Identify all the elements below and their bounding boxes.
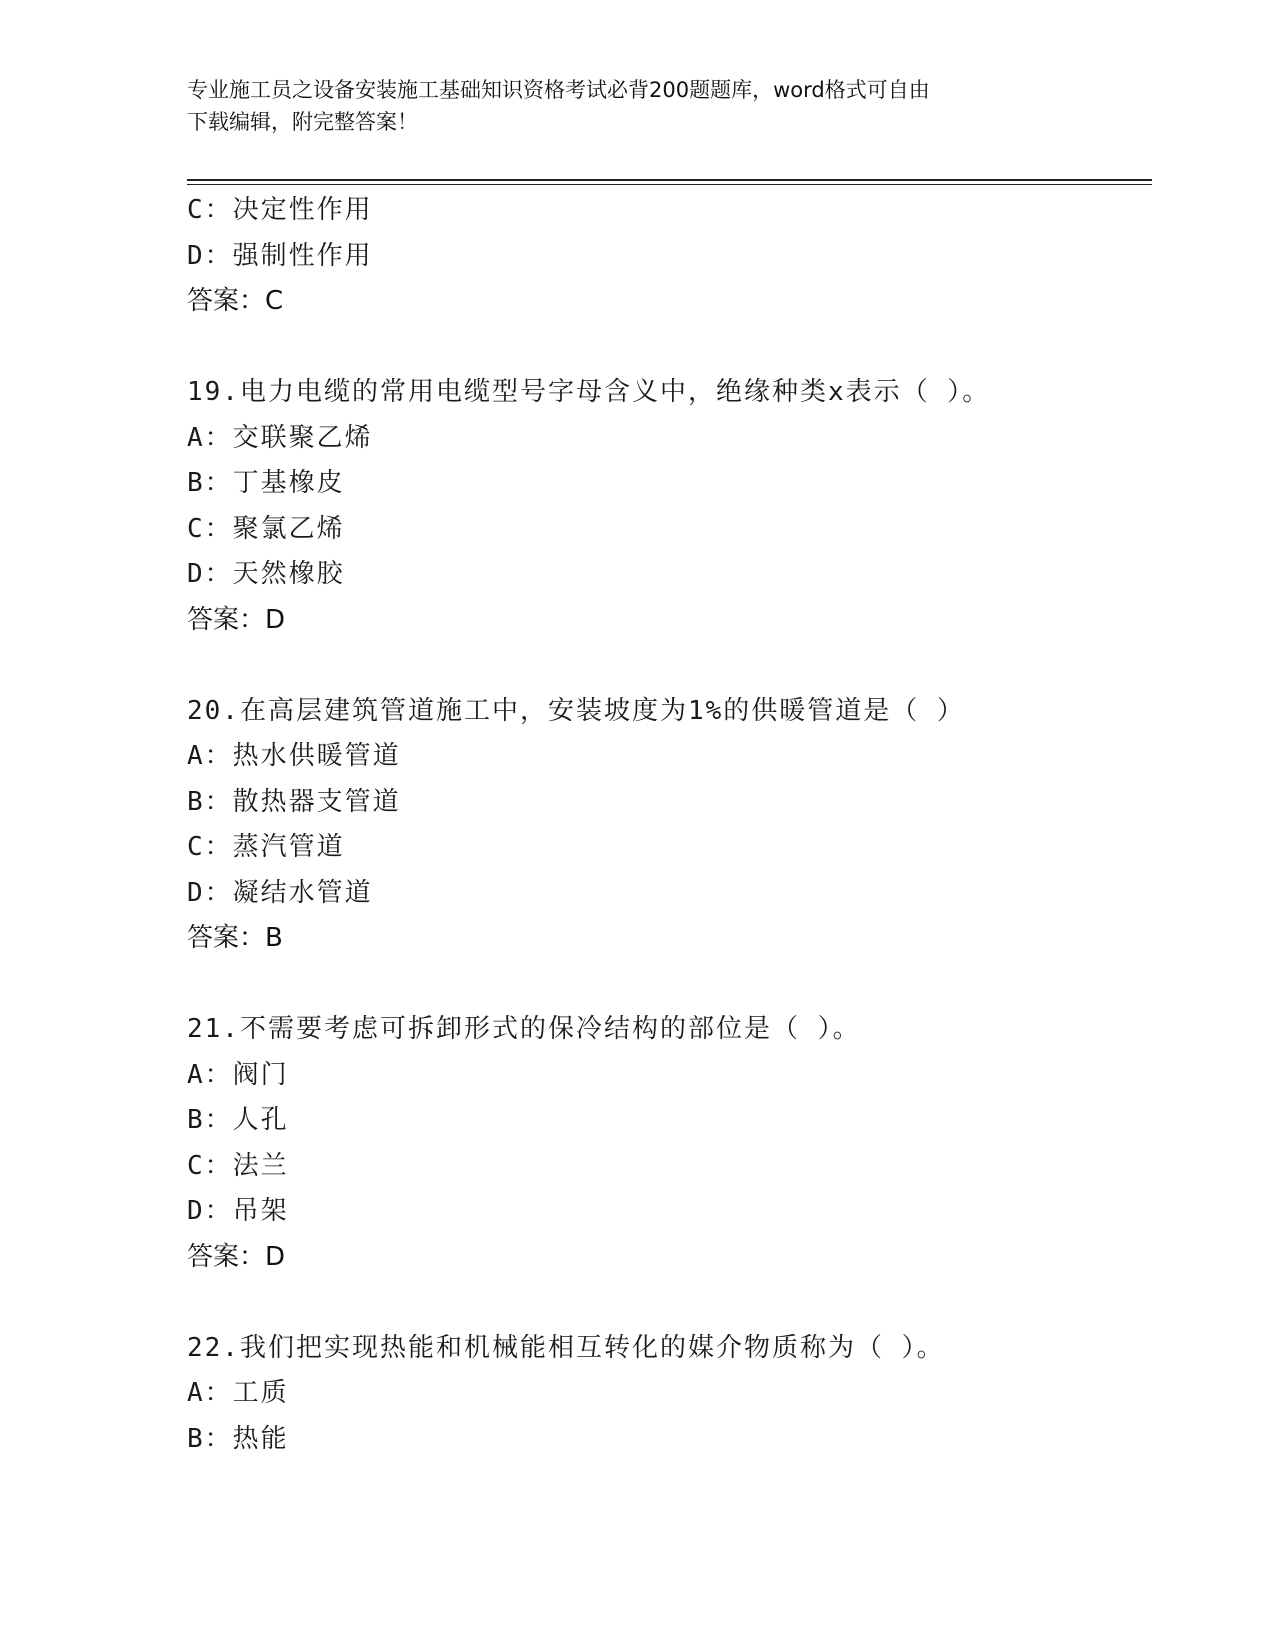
question-stem: 19.电力电缆的常用电缆型号字母含义中，绝缘种类x表示（ ）。 xyxy=(187,377,991,407)
option-d: D：凝结水管道 xyxy=(187,877,373,908)
option-c: C：决定性作用 xyxy=(187,195,373,225)
document-header xyxy=(187,74,1087,138)
option-a: A：阀门 xyxy=(187,1059,289,1090)
question-list xyxy=(187,188,1147,1462)
option-c: C：法兰 xyxy=(187,1150,289,1181)
answer-line: 答案：C xyxy=(187,286,284,316)
option-a: A：热水供暖管道 xyxy=(187,741,401,771)
option-b: B：人孔 xyxy=(187,1105,289,1135)
question-stem: 22.我们把实现热能和机械能相互转化的媒介物质称为（ ）。 xyxy=(187,1332,945,1363)
option-b: B：散热器支管道 xyxy=(187,786,401,817)
spacer xyxy=(187,643,1147,689)
header-title-line-2: 下载编辑，附完整答案！ xyxy=(187,110,418,134)
answer-line: 答案：D xyxy=(187,604,286,635)
option-d: D：天然橡胶 xyxy=(187,559,345,589)
option-d: D：吊架 xyxy=(187,1196,289,1226)
spacer xyxy=(187,1280,1147,1326)
question-stem: 20.在高层建筑管道施工中，安装坡度为1%的供暖管道是（ ） xyxy=(187,695,965,726)
spacer xyxy=(187,962,1147,1008)
option-a: A：工质 xyxy=(187,1378,289,1408)
option-c: C：聚氯乙烯 xyxy=(187,513,345,544)
spacer xyxy=(187,325,1147,371)
option-b: B：热能 xyxy=(187,1423,289,1454)
option-b: B：丁基橡皮 xyxy=(187,468,345,498)
question-stem: 21.不需要考虑可拆卸形式的保冷结构的部位是（ ）。 xyxy=(187,1014,861,1044)
option-a: A：交联聚乙烯 xyxy=(187,422,373,453)
header-title-line-1: 专业施工员之设备安装施工基础知识资格考试必背200题题库，word格式可自由 xyxy=(187,78,930,102)
option-c: C：蒸汽管道 xyxy=(187,832,345,862)
answer-line: 答案：B xyxy=(187,923,283,953)
answer-line: 答案：D xyxy=(187,1241,286,1272)
header-divider xyxy=(187,179,1152,181)
option-d: D：强制性作用 xyxy=(187,240,373,271)
header-divider-thin xyxy=(187,184,1152,185)
